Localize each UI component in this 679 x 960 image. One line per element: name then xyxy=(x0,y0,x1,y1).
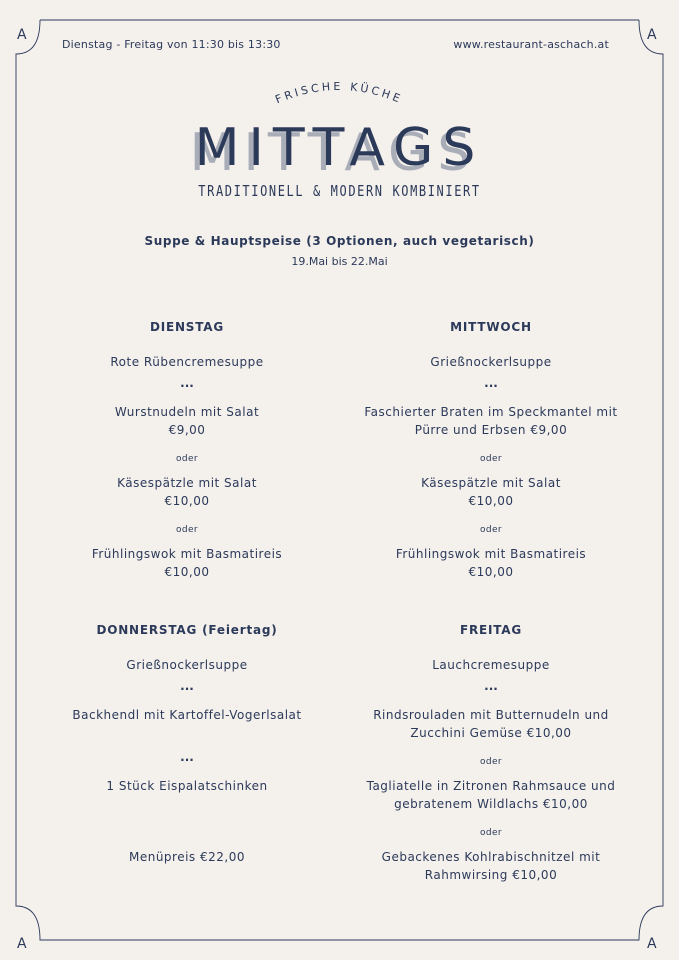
tagline-arc-text: FRISCHE KÜCHE xyxy=(273,79,405,107)
website-link[interactable]: www.restaurant-aschach.at xyxy=(453,38,609,51)
corner-letter-top-left: A xyxy=(17,27,27,43)
day-heading: MITTWOCH xyxy=(450,320,532,334)
corner-letter-top-right: A xyxy=(647,27,657,43)
main-dish-1-price: Pürre und Erbsen €9,00 xyxy=(414,423,568,437)
or-label: oder xyxy=(479,757,503,767)
separator: ... xyxy=(180,376,194,390)
main-dish-3: Gebackenes Kohlrabischnitzel mit xyxy=(381,850,601,864)
separator: ... xyxy=(180,679,194,693)
corner-letter-bottom-left: A xyxy=(17,936,27,952)
or-label: oder xyxy=(175,454,199,464)
day-heading: FREITAG xyxy=(459,623,523,637)
main-dish-3: Frühlingswok mit Basmatireis xyxy=(395,547,587,561)
soup-item: Grießnockerlsuppe xyxy=(126,658,248,672)
main-dish-2-price: €10,00 xyxy=(468,494,514,508)
soup-item: Lauchcremesuppe xyxy=(432,658,550,672)
or-label: oder xyxy=(175,525,199,535)
main-dish-1: Rindsrouladen mit Butternudeln und xyxy=(373,708,609,722)
svg-text:FRISCHE KÜCHE xyxy=(273,80,404,106)
main-dish-1: Faschierter Braten im Speckmantel mit xyxy=(364,405,618,419)
main-dish-2: Käsespätzle mit Salat xyxy=(117,476,257,490)
or-label: oder xyxy=(479,828,503,838)
main-dish: Backhendl mit Kartoffel-Vogerlsalat xyxy=(72,708,302,722)
soup-item: Grießnockerlsuppe xyxy=(430,355,552,369)
menu-price: Menüpreis €22,00 xyxy=(128,850,245,864)
opening-hours: Dienstag - Freitag von 11:30 bis 13:30 xyxy=(62,38,281,51)
or-label: oder xyxy=(479,454,503,464)
day-heading: DIENSTAG xyxy=(149,320,225,334)
separator: ... xyxy=(484,679,498,693)
main-dish-2-price: €10,00 xyxy=(164,494,210,508)
page-title: MITTAGS xyxy=(194,118,485,178)
offer-dates: 19.Mai bis 22.Mai xyxy=(291,255,388,268)
offer-description: Suppe & Hauptspeise (3 Optionen, auch vegetarisch) xyxy=(144,234,535,248)
main-dish-2-price: gebratenem Wildlachs €10,00 xyxy=(394,797,588,811)
day-heading: DONNERSTAG (Feiertag) xyxy=(96,623,278,637)
corner-letter-bottom-right: A xyxy=(647,936,657,952)
separator: ... xyxy=(180,750,194,764)
or-label: oder xyxy=(479,525,503,535)
main-dish-2: Käsespätzle mit Salat xyxy=(421,476,561,490)
main-dish-2: Tagliatelle in Zitronen Rahmsauce und xyxy=(366,779,616,793)
main-dish-1: Wurstnudeln mit Salat xyxy=(114,405,260,419)
main-dish-3-price: €10,00 xyxy=(164,565,210,579)
page-subtitle: TRADITIONELL & MODERN KOMBINIERT xyxy=(198,182,481,200)
dessert-item: 1 Stück Eispalatschinken xyxy=(106,779,268,793)
separator: ... xyxy=(484,376,498,390)
main-dish-3: Frühlingswok mit Basmatireis xyxy=(91,547,283,561)
main-dish-1-price: €9,00 xyxy=(168,423,206,437)
main-dish-1-price: Zucchini Gemüse €10,00 xyxy=(410,726,572,740)
main-dish-3-price: Rahmwirsing €10,00 xyxy=(424,868,558,882)
main-dish-3-price: €10,00 xyxy=(468,565,514,579)
soup-item: Rote Rübencremesuppe xyxy=(110,355,264,369)
